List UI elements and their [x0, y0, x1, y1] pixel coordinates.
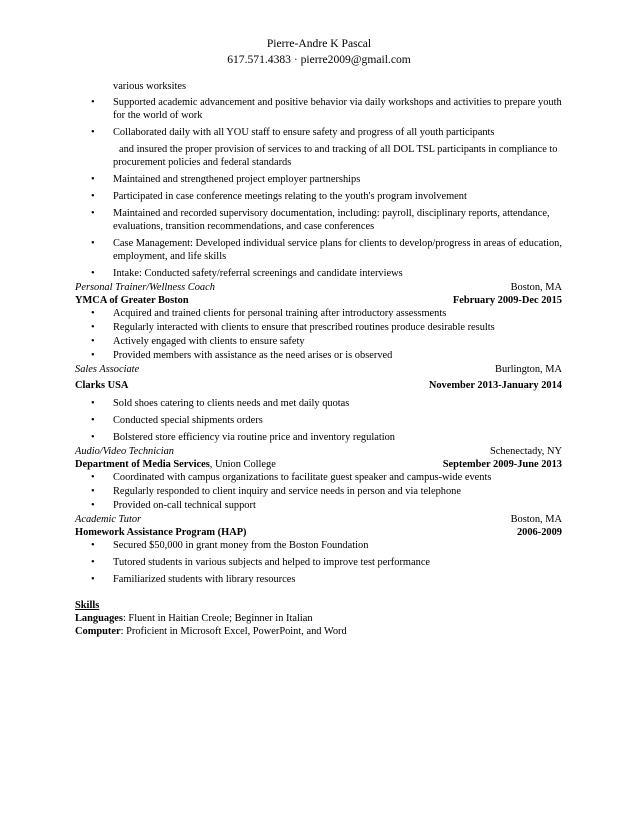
bullet-icon: •: [91, 486, 95, 497]
list-item: • Familiarized students with library resources: [91, 574, 296, 585]
job-organization: YMCA of Greater Boston: [75, 295, 189, 306]
list-item: and insured the proper provision of services to and tracking of all DOL TSL participants in compliance to procurement policies and federal standards: [113, 144, 558, 168]
job-dates: 2006-2009: [516, 527, 562, 538]
job-dates: September 2009-June 2013: [442, 459, 562, 470]
job-entry-clarks: [75, 363, 562, 444]
job-location: Schenectady, NY: [489, 446, 562, 457]
skills-computer: Computer: Proficient in Microsoft Excel, PowerPoint, and Word: [75, 626, 347, 637]
list-item: • Actively engaged with clients to ensure safety: [91, 336, 305, 347]
bullet-icon: •: [91, 97, 95, 108]
skills-languages: Languages: Fluent in Haitian Creole; Beginner in Italian: [75, 613, 313, 624]
job-title: Personal Trainer/Wellness Coach: [75, 282, 215, 293]
candidate-name: Pierre-Andre K Pascal: [266, 37, 372, 50]
bullet-icon: •: [91, 557, 95, 568]
job-bullet-list: [75, 307, 562, 362]
list-item: • Maintained and recorded supervisory documentation, including: payroll, disciplinary reports, attendance, evaluations, transition recommendations, and case conferences: [91, 208, 550, 232]
bullet-icon: •: [91, 127, 95, 138]
resume-body: [75, 80, 562, 638]
contact-line: 617.571.4383 · pierre2009@gmail.com: [227, 53, 411, 66]
bullet-icon: •: [91, 208, 95, 219]
bullet-icon: •: [91, 336, 95, 347]
list-item: • Provided members with assistance as the need arises or is observed: [91, 350, 393, 361]
list-item: • Coordinated with campus organizations to facilitate guest speaker and campus-wide events: [91, 472, 492, 483]
job-organization: Clarks USA: [75, 380, 129, 391]
list-item: • Bolstered store efficiency via routine price and inventory regulation: [91, 432, 395, 443]
job-bullet-list: [75, 471, 562, 512]
list-item: • Participated in case conference meetings relating to the youth's program involvement: [91, 191, 467, 202]
skills-section: [75, 599, 562, 638]
job-entry-hap: [75, 513, 562, 586]
list-item: • Regularly interacted with clients to ensure that prescribed routines produce desirable results: [91, 322, 495, 333]
list-item: • Collaborated daily with all YOU staff to ensure safety and progress of all youth participants: [91, 127, 495, 138]
list-item: • Supported academic advancement and positive behavior via daily workshops and activities to prepare youth for the world of work: [91, 97, 562, 121]
bullet-icon: •: [91, 191, 95, 202]
list-item: • Regularly responded to client inquiry and service needs in person and via telephone: [91, 486, 461, 497]
bullet-icon: •: [91, 415, 95, 426]
job-entry-union-college: Audio/Video Technician Schenectady, NY Department of Media Services, Union College September 2009-June 2013 • Coordinated with campus organizations to facilitate guest speaker and campus-wide events • Regularly responded to client inquiry and service needs in person and via telephone • Provided on-call technical support: [75, 446, 562, 511]
skills-heading: Skills: [75, 600, 100, 611]
bullet-icon: •: [91, 350, 95, 361]
job-location: Boston, MA: [510, 514, 562, 525]
job-title: Sales Associate: [75, 364, 140, 375]
bullet-icon: •: [91, 238, 95, 249]
bullet-icon: •: [91, 174, 95, 185]
list-item: • Secured $50,000 in grant money from the Boston Foundation: [91, 540, 369, 551]
job-entry-ymca: [75, 281, 562, 362]
list-item: • Tutored students in various subjects and helped to improve test performance: [91, 557, 431, 568]
bullet-icon: •: [91, 574, 95, 585]
list-item: • Maintained and strengthened project employer partnerships: [91, 174, 361, 185]
resume-header: [0, 36, 638, 68]
bullet-icon: •: [91, 500, 95, 511]
list-item: • Conducted special shipments orders: [91, 415, 263, 426]
list-item: • Acquired and trained clients for personal training after introductory assessments: [91, 308, 447, 319]
bullet-icon: •: [91, 398, 95, 409]
job-organization: Department of Media Services: [75, 459, 210, 470]
job-location: Burlington, MA: [495, 364, 562, 375]
list-item: • Provided on-call technical support: [91, 500, 256, 511]
job-organization: Homework Assistance Program (HAP): [75, 527, 247, 538]
job-title: Academic Tutor: [75, 514, 142, 525]
bullet-icon: •: [91, 322, 95, 333]
job-dates: February 2009-Dec 2015: [452, 295, 562, 306]
job-title: Audio/Video Technician: [75, 446, 174, 457]
list-item: • Intake: Conducted safety/referral screenings and candidate interviews: [91, 268, 403, 279]
job-dates: November 2013-January 2014: [428, 380, 562, 391]
bullet-icon: •: [91, 308, 95, 319]
continued-bullet-list: [75, 96, 562, 280]
bullet-icon: •: [91, 472, 95, 483]
list-item: • Case Management: Developed individual service plans for clients to develop/progress in areas of education, employment, and life skills: [91, 238, 562, 262]
job-bullet-list: [75, 397, 562, 444]
bullet-icon: •: [91, 540, 95, 551]
continued-text: various worksites: [113, 81, 187, 92]
job-location: Boston, MA: [510, 282, 562, 293]
bullet-icon: •: [91, 432, 95, 443]
list-item: • Sold shoes catering to clients needs and met daily quotas: [91, 398, 350, 409]
job-bullet-list: [75, 539, 562, 586]
bullet-icon: •: [91, 268, 95, 279]
